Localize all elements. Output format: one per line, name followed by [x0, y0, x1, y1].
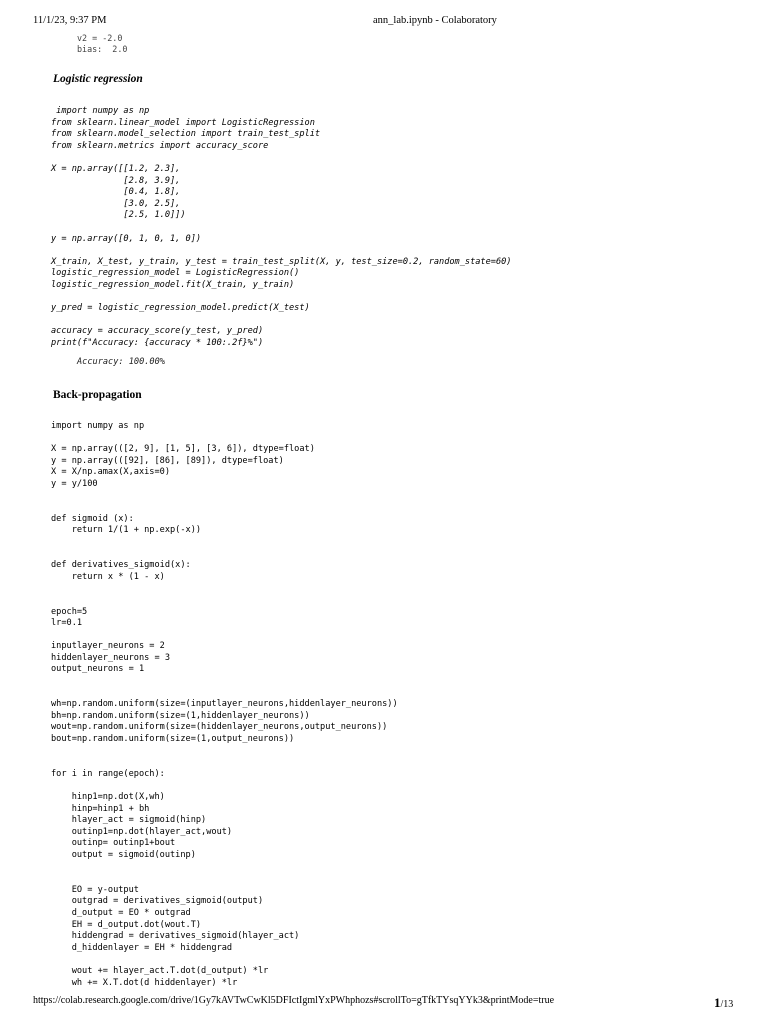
print-datetime: 11/1/23, 9:37 PM — [33, 15, 107, 26]
back-propagation-code-cell: import numpy as np X = np.array(([2, 9], [1, 5], [3, 6]), dtype=float) y = np.array(([92], [86], [89]), dtype=float) X = X/np.amax(X,axis=0) y = y/100 def sigmoid (x): return 1/(1 + np.exp(-x)) def derivatives_sigmoid(x): return x * (1 - x) epoch=5 lr=0.1 inputlayer_neurons = 2 hiddenlayer_neurons = 3 output_neurons = 1 wh=np.random.uniform(size=(inputlayer_neurons,hiddenlayer_neurons)) bh=np.random.uniform(size=(1,hiddenlayer_neurons)) wout=np.random.uniform(size=(hiddenlayer_neurons,output_neurons)) bout=np.random.uniform(size=(1,output_neurons)) for i in range(epoch): hinp1=np.dot(X,wh) hinp=hinp1 + bh hlayer_act = sigmoid(hinp) outinp1=np.dot(hlayer_act,wout) outinp= outinp1+bout output = sigmoid(outinp) EO = y-output outgrad = derivatives_sigmoid(output) d_output = EO * outgrad EH = d_output.dot(wout.T) hiddengrad = derivatives_sigmoid(hlayer_act) d_hiddenlayer = EH * hiddengrad wout += hlayer_act.T.dot(d_output) *lr wh += X.T.dot(d hiddenlayer) *lr — [51, 421, 398, 988]
footer-url: https://colab.research.google.com/drive/1Gy7kAVTwCwKl5DFIctIgmlYxPWhphozs#scrollTo=gTfkTYsqYYk3&printMode=true — [33, 995, 555, 1006]
document-title: ann_lab.ipynb - Colaboratory — [373, 15, 497, 26]
logistic-regression-output: Accuracy: 100.00% — [77, 357, 165, 367]
logistic-regression-code-cell: import numpy as np from sklearn.linear_model import LogisticRegression from sklearn.model_selection import train_test_split from sklearn.metrics import accuracy_score X = np.array([[1.2, 2.3], [2.8, 3.9], [0.4, 1.8], [3.0, 2.5], [2.5, 1.0]]) y = np.array([0, 1, 0, 1, 0]) X_train, X_test, y_train, y_test = train_test_split(X, y, test_size=0.2, random_state=60) logistic_regression_model = LogisticRegression() logistic_regression_model.fit(X_train, y_train) y_pred = logistic_regression_model.predict(X_test) accuracy = accuracy_score(y_test, y_pred) print(f"Accuracy: {accuracy * 100:.2f}%") — [51, 106, 512, 348]
page-current: 1 — [714, 995, 721, 1010]
page-total: /13 — [720, 999, 734, 1010]
back-propagation-heading: Back-propagation — [53, 389, 142, 401]
logistic-regression-heading: Logistic regression — [53, 73, 143, 85]
previous-cell-output: v2 = -2.0 bias: 2.0 — [77, 33, 128, 54]
page-number — [714, 995, 733, 1011]
